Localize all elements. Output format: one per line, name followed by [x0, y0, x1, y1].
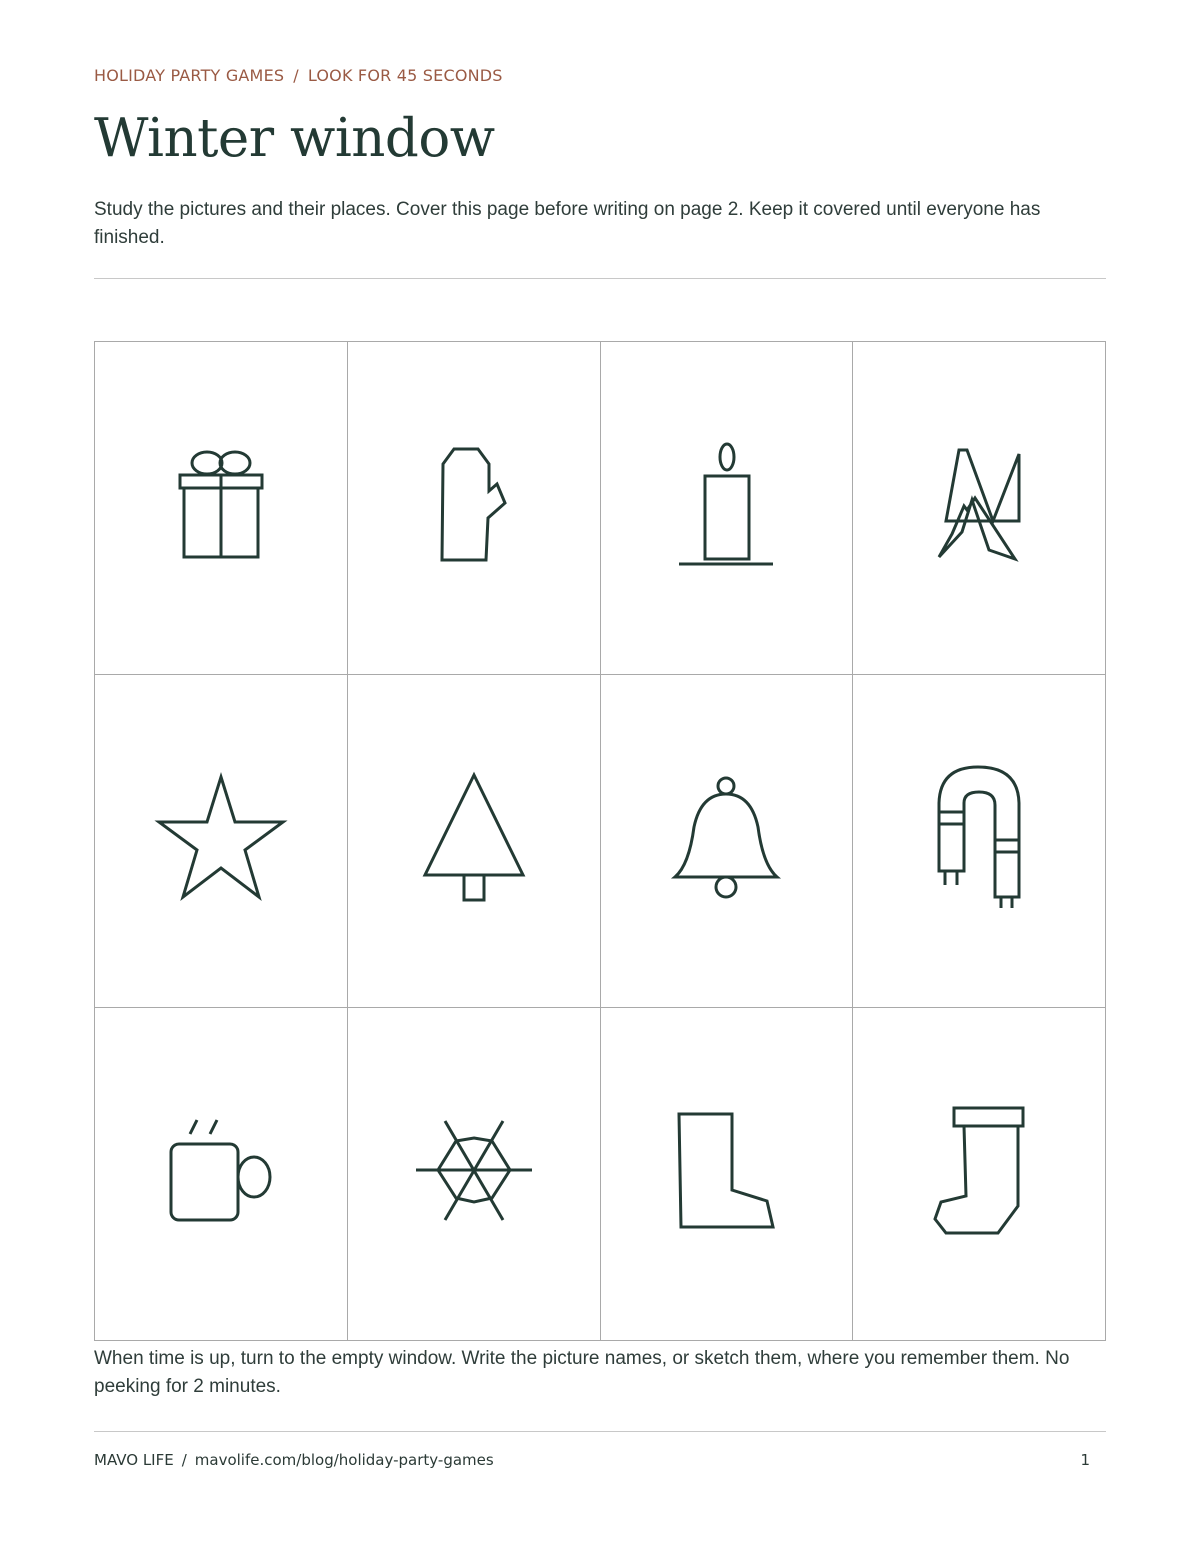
grid-cell-scarf — [853, 675, 1106, 1008]
tree-icon — [419, 769, 529, 906]
gift-icon — [174, 446, 268, 563]
mug-icon — [165, 1114, 276, 1226]
picture-grid — [94, 341, 1106, 1341]
boot-icon — [673, 1108, 779, 1233]
top-divider — [94, 278, 1106, 279]
mitten-icon — [436, 443, 511, 566]
footer-brand: MAVO LIFE — [94, 1451, 174, 1469]
footer-separator: / — [181, 1451, 187, 1469]
footer-url[interactable]: mavolife.com/blog/holiday-party-games — [194, 1451, 494, 1469]
grid-cell-boot — [601, 1008, 854, 1341]
footer-credit — [94, 1451, 494, 1469]
bow-icon — [933, 444, 1025, 565]
scarf-icon — [933, 761, 1025, 914]
grid-cell-bow — [853, 342, 1106, 675]
header-instruction: LOOK FOR 45 SECONDS — [307, 66, 503, 85]
grid-cell-mug — [95, 1008, 348, 1341]
outro-text: When time is up, turn to the empty window. Write the picture names, or sketch them, where you remember them. No peeking for 2 minutes. — [94, 1348, 1070, 1397]
grid-cell-bell — [601, 675, 854, 1008]
star-icon — [153, 771, 289, 903]
grid-cell-snowflake — [348, 1008, 601, 1341]
grid-cell-mitten — [348, 342, 601, 675]
grid-cell-stocking — [853, 1008, 1106, 1341]
bell-icon — [669, 772, 783, 903]
grid-cell-star — [95, 675, 348, 1008]
header-separator: / — [293, 66, 299, 85]
header-category: HOLIDAY PARTY GAMES — [94, 66, 285, 85]
intro-text: Study the pictures and their places. Cover this page before writing on page 2. Keep it covered until everyone has finished. — [94, 199, 1041, 248]
page-number: 1 — [1080, 1451, 1090, 1469]
page-title: Winter window — [94, 108, 495, 169]
stocking-icon — [929, 1102, 1029, 1239]
bottom-divider — [94, 1431, 1106, 1432]
snowflake-icon — [410, 1115, 538, 1226]
grid-cell-tree — [348, 675, 601, 1008]
grid-cell-candle — [601, 342, 854, 675]
header-kicker — [94, 66, 503, 85]
candle-icon — [673, 438, 779, 570]
grid-cell-gift — [95, 342, 348, 675]
